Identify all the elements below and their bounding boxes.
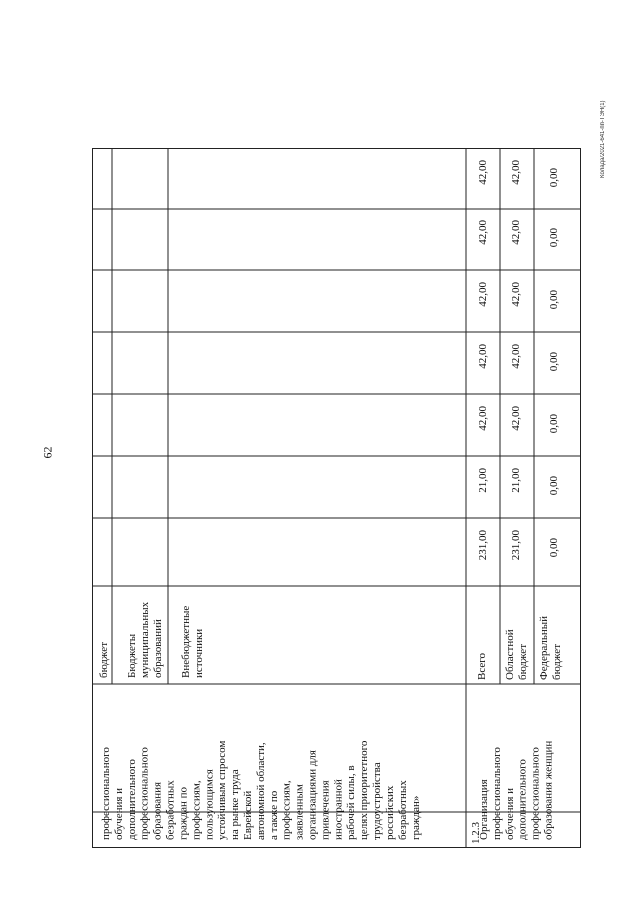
value-total-4: 42,00 [477, 344, 489, 369]
value-total-6: 42,00 [477, 220, 489, 245]
source-budget-partial: бюджет [98, 642, 110, 678]
source-municipal: Бюджеты муниципальных образований [126, 601, 164, 678]
value-federal-5: 0,00 [548, 290, 560, 310]
page-number: 62 [40, 446, 55, 459]
continued-description: профессионального обучения и дополнительного профессионального образования безработных граждан по профессиям, пользующимся устойчивым спросом на рынке труда Еврейской автономной области, а также по профессиям, заявленным организациями для привлечения иностранной рабочей силы, в целях приоритетного трудоустройства российских безработных граждан» [100, 740, 422, 840]
value-federal-1: 0,00 [548, 538, 560, 558]
budget-table [92, 148, 581, 848]
value-regional-6: 42,00 [510, 220, 522, 245]
value-federal-2: 0,00 [548, 476, 560, 496]
value-regional-5: 42,00 [510, 282, 522, 307]
row-source-regional: Областной бюджет [504, 629, 529, 680]
value-regional-2: 21,00 [510, 468, 522, 493]
document-code: Колада/2021-641-пп-ТЭН(1) [600, 100, 606, 178]
item-description: Организация профессионального обучения и дополнительного профессионального образования женщин [478, 740, 555, 840]
value-federal-3: 0,00 [548, 414, 560, 434]
value-total-2: 21,00 [477, 468, 489, 493]
value-regional-3: 42,00 [510, 406, 522, 431]
value-regional-1: 231,00 [510, 530, 522, 561]
value-regional-4: 42,00 [510, 344, 522, 369]
row-source-federal: Федеральный бюджет [538, 615, 563, 680]
value-total-5: 42,00 [477, 282, 489, 307]
value-total-1: 231,00 [477, 530, 489, 561]
value-federal-7: 0,00 [548, 168, 560, 188]
value-total-7: 42,00 [477, 160, 489, 185]
value-federal-4: 0,00 [548, 352, 560, 372]
value-regional-7: 42,00 [510, 160, 522, 185]
item-number: 1.2.3 [470, 822, 482, 844]
source-extrabudget: Внебюджетные источники [180, 605, 205, 678]
row-source-total: Всего [476, 653, 488, 680]
value-federal-6: 0,00 [548, 228, 560, 248]
value-total-3: 42,00 [477, 406, 489, 431]
